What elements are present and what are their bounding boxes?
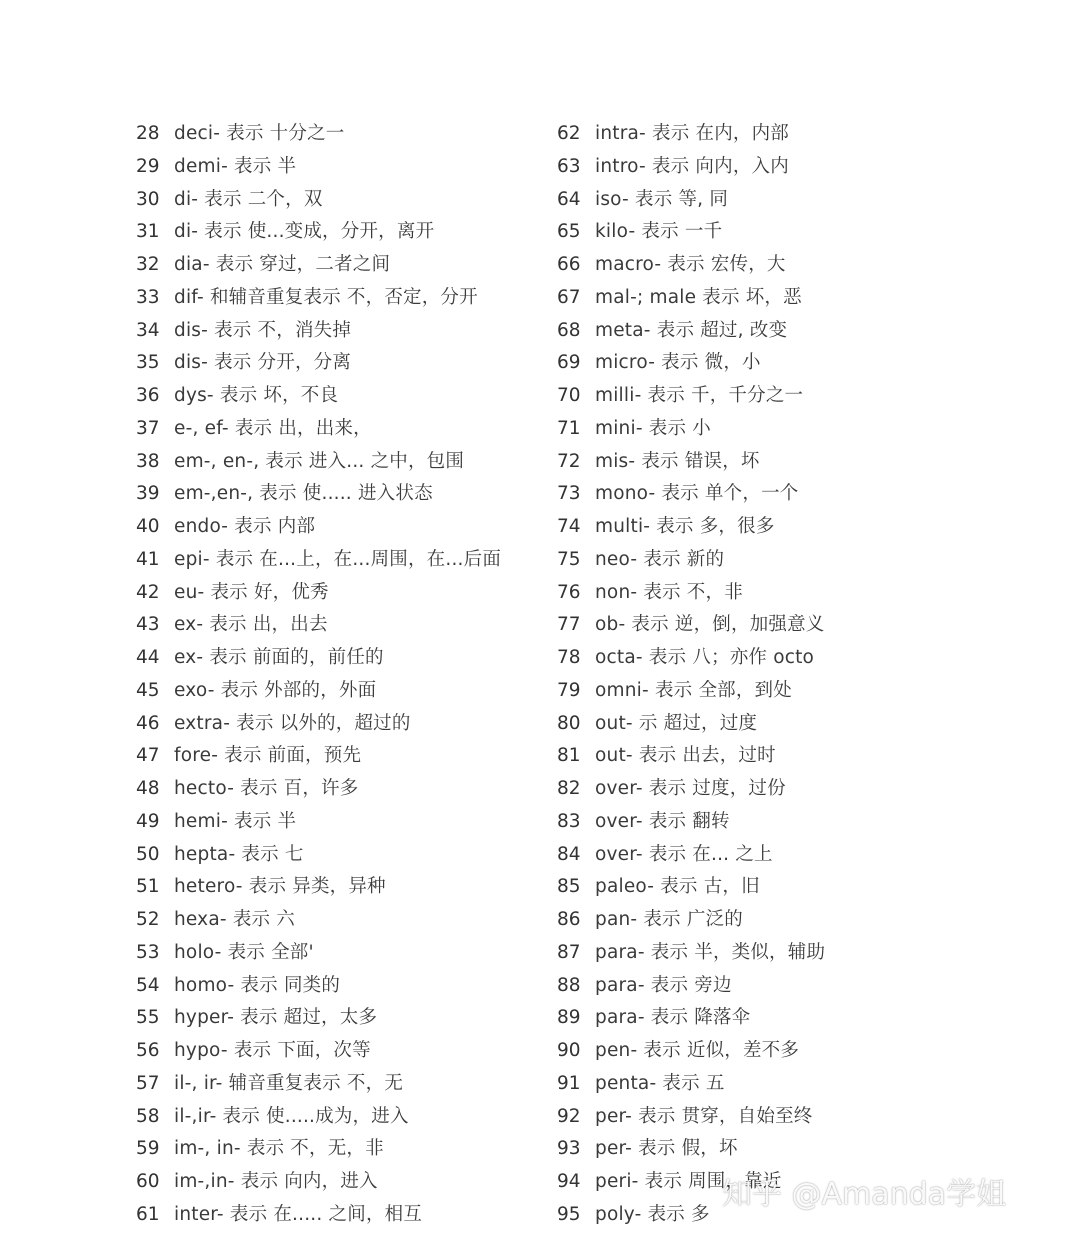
prefix-entry <box>136 577 566 610</box>
prefix-entry <box>136 708 566 741</box>
entry-text: para- 表示 降落伞 <box>595 1007 751 1029</box>
entry-text: peri- 表示 周围，靠近 <box>595 1171 782 1192</box>
entry-text: milli- 表示 千，千分之一 <box>595 385 804 406</box>
prefix-entry <box>136 1101 566 1134</box>
prefix-entry <box>557 642 987 675</box>
entry-number: 59 <box>136 1138 160 1160</box>
prefix-entry <box>136 118 566 151</box>
entry-text: homo- 表示 同类的 <box>174 974 341 996</box>
entry-number: 41 <box>136 548 160 570</box>
prefix-entry <box>136 544 566 577</box>
entry-number: 35 <box>136 352 160 374</box>
prefix-entry <box>557 609 987 642</box>
prefix-entry <box>557 577 987 610</box>
entry-text: deci- 表示 十分之一 <box>174 123 345 144</box>
entry-number: 57 <box>136 1072 160 1094</box>
entry-number: 65 <box>557 221 581 243</box>
prefix-entry <box>557 315 987 348</box>
prefix-entry <box>557 118 987 151</box>
prefix-entry <box>136 1199 566 1232</box>
entry-number: 28 <box>136 123 160 144</box>
right-column <box>557 118 987 1232</box>
prefix-entry <box>557 511 987 544</box>
entry-text: ex- 表示 出，出去 <box>174 614 328 636</box>
entry-number: 95 <box>557 1203 581 1225</box>
prefix-entry <box>136 1035 566 1068</box>
entry-number: 64 <box>557 188 581 210</box>
prefix-entry <box>136 806 566 839</box>
entry-number: 51 <box>136 876 160 898</box>
prefix-entry <box>557 544 987 577</box>
entry-text: il-,ir- 表示 使.....成为，进入 <box>174 1105 409 1127</box>
entry-text: out- 表示 出去，过时 <box>595 745 776 767</box>
entry-text: para- 表示 半，类似，辅助 <box>595 941 826 963</box>
prefix-entry <box>557 1002 987 1035</box>
entry-number: 42 <box>136 581 160 603</box>
prefix-entry <box>136 446 566 479</box>
prefix-entry <box>557 446 987 479</box>
entry-number: 71 <box>557 417 581 439</box>
prefix-entry <box>136 904 566 937</box>
entry-number: 83 <box>557 810 581 832</box>
entry-text: per- 表示 假，坏 <box>595 1138 738 1160</box>
prefix-entry <box>557 249 987 282</box>
entry-text: eu- 表示 好，优秀 <box>174 581 329 603</box>
entry-text: dys- 表示 坏，不良 <box>174 385 339 406</box>
prefix-entry <box>557 1068 987 1101</box>
entry-text: mini- 表示 小 <box>595 417 711 439</box>
entry-number: 56 <box>136 1040 160 1061</box>
entry-number: 55 <box>136 1007 160 1029</box>
entry-number: 30 <box>136 188 160 210</box>
prefix-entry <box>136 151 566 184</box>
entry-text: im-, in- 表示 不，无，非 <box>174 1138 384 1160</box>
left-column <box>136 118 566 1232</box>
prefix-entry <box>557 282 987 315</box>
entry-number: 34 <box>136 319 160 341</box>
entry-number: 84 <box>557 843 581 865</box>
prefix-entry <box>557 773 987 806</box>
prefix-entry <box>557 478 987 511</box>
entry-text: exo- 表示 外部的，外面 <box>174 679 377 701</box>
prefix-entry <box>136 380 566 413</box>
entry-text: demi- 表示 半 <box>174 155 297 177</box>
prefix-entry <box>557 216 987 249</box>
entry-number: 36 <box>136 385 160 406</box>
entry-number: 66 <box>557 254 581 275</box>
prefix-entry <box>557 413 987 446</box>
entry-text: meta- 表示 超过, 改变 <box>595 319 788 341</box>
entry-number: 72 <box>557 450 581 472</box>
prefix-entry <box>557 708 987 741</box>
prefix-entry <box>136 609 566 642</box>
entry-number: 75 <box>557 548 581 570</box>
entry-text: pan- 表示 广泛的 <box>595 909 743 930</box>
entry-text: hypo- 表示 下面，次等 <box>174 1040 371 1061</box>
entry-number: 60 <box>136 1171 160 1192</box>
prefix-entry <box>557 675 987 708</box>
entry-number: 80 <box>557 712 581 734</box>
prefix-entry <box>136 937 566 970</box>
entry-text: mal-; male 表示 坏，恶 <box>595 286 802 308</box>
entry-text: per- 表示 贯穿，自始至终 <box>595 1105 813 1127</box>
prefix-entry <box>557 1035 987 1068</box>
entry-text: di- 表示 使...变成，分开，离开 <box>174 221 435 243</box>
entry-text: dia- 表示 穿过，二者之间 <box>174 254 391 275</box>
prefix-entry <box>136 1166 566 1199</box>
prefix-entry <box>136 1002 566 1035</box>
entry-number: 43 <box>136 614 160 636</box>
entry-number: 39 <box>136 483 160 505</box>
entry-number: 92 <box>557 1105 581 1127</box>
entry-text: intra- 表示 在内，内部 <box>595 123 789 144</box>
entry-text: non- 表示 不，非 <box>595 581 743 603</box>
prefix-entry <box>136 282 566 315</box>
entry-text: neo- 表示 新的 <box>595 548 725 570</box>
entry-number: 40 <box>136 516 160 537</box>
entry-text: pen- 表示 近似，差不多 <box>595 1040 800 1061</box>
entry-text: over- 表示 翻转 <box>595 810 730 832</box>
entry-text: iso- 表示 等, 同 <box>595 188 729 210</box>
entry-text: hemi- 表示 半 <box>174 810 297 832</box>
entry-text: di- 表示 二个，双 <box>174 188 323 210</box>
entry-number: 46 <box>136 712 160 734</box>
entry-number: 69 <box>557 352 581 374</box>
entry-number: 63 <box>557 155 581 177</box>
prefix-entry <box>557 740 987 773</box>
entry-text: im-,in- 表示 向内，进入 <box>174 1171 378 1192</box>
entry-number: 31 <box>136 221 160 243</box>
entry-number: 70 <box>557 385 581 406</box>
entry-text: epi- 表示 在...上，在...周围，在...后面 <box>174 548 502 570</box>
entry-text: dif- 和辅音重复表示 不，否定，分开 <box>174 286 478 308</box>
entry-number: 54 <box>136 974 160 996</box>
prefix-entry <box>557 380 987 413</box>
entry-text: em-,en-, 表示 使..... 进入状态 <box>174 483 433 505</box>
prefix-entry <box>136 740 566 773</box>
entry-text: hepta- 表示 七 <box>174 843 304 865</box>
entry-text: multi- 表示 多，很多 <box>595 516 775 537</box>
entry-number: 49 <box>136 810 160 832</box>
entry-text: dis- 表示 分开，分离 <box>174 352 352 374</box>
entry-text: endo- 表示 内部 <box>174 516 316 537</box>
prefix-entry <box>557 347 987 380</box>
entry-text: hecto- 表示 百，许多 <box>174 778 359 799</box>
entry-number: 88 <box>557 974 581 996</box>
entry-text: fore- 表示 前面，预先 <box>174 745 362 767</box>
prefix-entry <box>136 249 566 282</box>
prefix-entry <box>136 184 566 217</box>
prefix-entry <box>557 806 987 839</box>
prefix-entry <box>136 347 566 380</box>
prefix-entry <box>136 315 566 348</box>
entry-text: octa- 表示 八；亦作 octo <box>595 647 815 668</box>
entry-text: hexa- 表示 六 <box>174 909 296 930</box>
prefix-entry <box>136 1068 566 1101</box>
entry-text: ex- 表示 前面的，前任的 <box>174 647 384 668</box>
prefix-entry <box>557 970 987 1003</box>
entry-number: 44 <box>136 647 160 668</box>
prefix-entry <box>136 1133 566 1166</box>
entry-number: 48 <box>136 778 160 799</box>
prefix-entry <box>136 413 566 446</box>
prefix-entry <box>136 478 566 511</box>
entry-number: 94 <box>557 1171 581 1192</box>
entry-number: 68 <box>557 319 581 341</box>
entry-text: over- 表示 过度，过份 <box>595 778 786 799</box>
zhihu-watermark: 知乎 @Amanda学姐 <box>722 1177 1007 1212</box>
prefix-entry <box>557 937 987 970</box>
entry-number: 53 <box>136 941 160 963</box>
entry-text: paleo- 表示 古，旧 <box>595 876 760 898</box>
prefix-entry <box>557 151 987 184</box>
entry-number: 58 <box>136 1105 160 1127</box>
entry-text: il-, ir- 辅音重复表示 不，无 <box>174 1072 404 1094</box>
prefix-entry <box>136 773 566 806</box>
entry-number: 89 <box>557 1007 581 1029</box>
entry-text: intro- 表示 向内，入内 <box>595 155 789 177</box>
entry-number: 86 <box>557 909 581 930</box>
prefix-entry <box>136 839 566 872</box>
prefix-entry <box>136 970 566 1003</box>
entry-number: 93 <box>557 1138 581 1160</box>
prefix-entry <box>136 675 566 708</box>
entry-text: poly- 表示 多 <box>595 1203 710 1225</box>
entry-text: micro- 表示 微，小 <box>595 352 761 374</box>
entry-text: mono- 表示 单个，一个 <box>595 483 799 505</box>
entry-text: macro- 表示 宏传，大 <box>595 254 786 275</box>
entry-text: dis- 表示 不，消失掉 <box>174 319 352 341</box>
entry-text: hetero- 表示 异类，异种 <box>174 876 386 898</box>
prefix-entry <box>557 871 987 904</box>
entry-number: 38 <box>136 450 160 472</box>
entry-text: extra- 表示 以外的，超过的 <box>174 712 411 734</box>
entry-number: 91 <box>557 1072 581 1094</box>
entry-number: 87 <box>557 941 581 963</box>
entry-number: 73 <box>557 483 581 505</box>
prefix-entry <box>136 871 566 904</box>
entry-text: penta- 表示 五 <box>595 1072 725 1094</box>
entry-text: omni- 表示 全部，到处 <box>595 679 792 701</box>
prefix-entry <box>136 511 566 544</box>
entry-text: mis- 表示 错误，坏 <box>595 450 760 472</box>
entry-number: 45 <box>136 679 160 701</box>
entry-text: hyper- 表示 超过，太多 <box>174 1007 378 1029</box>
entry-number: 76 <box>557 581 581 603</box>
entry-number: 29 <box>136 155 160 177</box>
entry-text: over- 表示 在... 之上 <box>595 843 773 865</box>
entry-text: e-, ef- 表示 出，出来， <box>174 417 372 439</box>
entry-text: para- 表示 旁边 <box>595 974 732 996</box>
prefix-entry <box>557 1101 987 1134</box>
entry-text: ob- 表示 逆，倒，加强意义 <box>595 614 825 636</box>
entry-number: 81 <box>557 745 581 767</box>
entry-number: 62 <box>557 123 581 144</box>
entry-number: 52 <box>136 909 160 930</box>
entry-number: 74 <box>557 516 581 537</box>
entry-number: 79 <box>557 679 581 701</box>
entry-number: 61 <box>136 1203 160 1225</box>
entry-number: 77 <box>557 614 581 636</box>
entry-text: holo- 表示 全部' <box>174 941 314 963</box>
prefix-entry <box>557 1133 987 1166</box>
entry-text: em-, en-, 表示 进入... 之中，包围 <box>174 450 465 472</box>
entry-number: 78 <box>557 647 581 668</box>
prefix-entry <box>557 904 987 937</box>
prefix-entry <box>136 642 566 675</box>
entry-number: 32 <box>136 254 160 275</box>
prefix-entry <box>557 839 987 872</box>
entry-text: out- 示 超过，过度 <box>595 712 758 734</box>
entry-number: 67 <box>557 286 581 308</box>
entry-number: 90 <box>557 1040 581 1061</box>
entry-text: kilo- 表示 一千 <box>595 221 723 243</box>
entry-number: 85 <box>557 876 581 898</box>
entry-number: 37 <box>136 417 160 439</box>
entry-number: 82 <box>557 778 581 799</box>
prefix-entry <box>557 184 987 217</box>
prefix-entry <box>136 216 566 249</box>
entry-number: 50 <box>136 843 160 865</box>
entry-text: inter- 表示 在..... 之间，相互 <box>174 1203 423 1225</box>
entry-number: 47 <box>136 745 160 767</box>
entry-number: 33 <box>136 286 160 308</box>
